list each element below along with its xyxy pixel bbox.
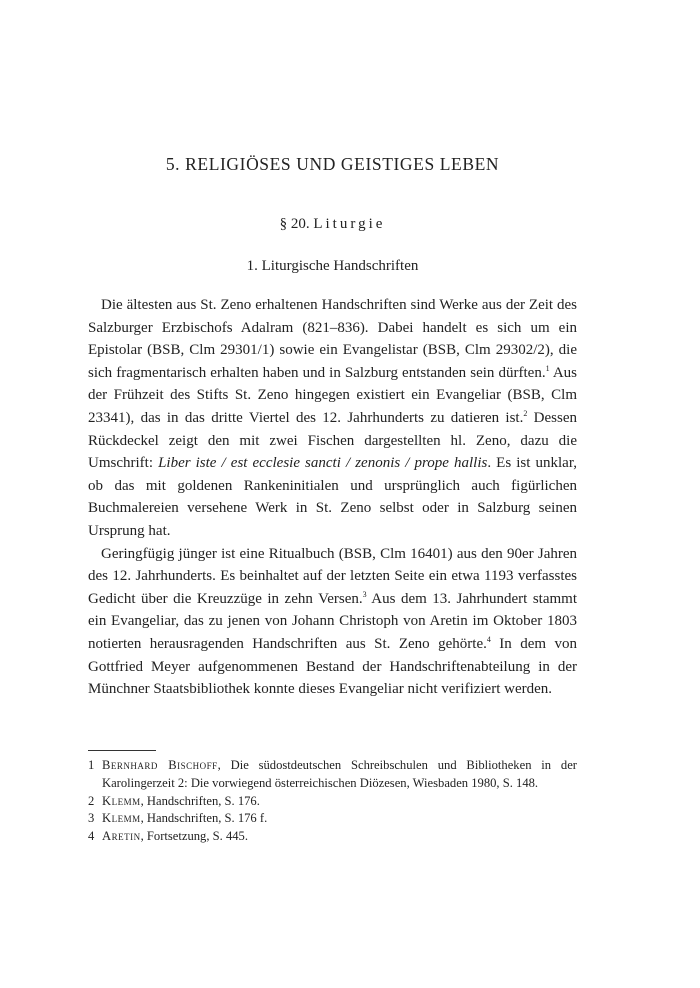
- footnotes: [88, 757, 577, 846]
- footnote-author: Aretin: [102, 829, 141, 844]
- footnote-number: 4: [88, 829, 95, 844]
- footnote: 4 Aretin, Fortsetzung, S. 445.: [88, 828, 577, 846]
- footnote-number: 2: [88, 793, 95, 808]
- footnote-number: 3: [88, 811, 95, 826]
- section-number: § 20.: [279, 216, 310, 232]
- footnote-ref: 4: [486, 634, 491, 644]
- paragraph-1: Die ältesten aus St. Zeno erhaltenen Handschriften sind Werke aus der Zeit des Salzburger Erzbischofs Adalram (821–836). Dabei handelt es sich um ein Epistolar (BSB, Clm 29301/1) sowie ein Evangelistar (BSB, Clm 29302/2), die sich fragmentarisch erhalten haben und in Salzburg entstanden sein dürften.$^1$ Aus der Frühzeit des Stifts St. Zeno hingegen existiert ein Evangeliar (BSB, Clm 23341), das in das dritte Viertel des 12. Jahrhunderts zu datieren ist.$^2$ Dessen Rückdeckel zeigt den mit zwei Fischen dargestellten hl. Zeno, dazu die Umschrift: Liber iste / est ecclesie sancti / zenonis / prope hallis. Es ist unklar, ob das mit goldenen Rankeninitialen und ursprünglich auch figürlichen Buchmalereien versehene Werk in St. Zeno selbst oder in Salzburg seinen Ursprung hat.: [88, 297, 578, 539]
- body-text: [88, 294, 577, 701]
- footnote-ref: 3: [362, 589, 367, 599]
- chapter-title: 5. RELIGIÖSES UND GEISTIGES LEBEN: [165, 154, 500, 174]
- footnote-ref: 1: [545, 363, 550, 373]
- section-heading: [88, 216, 577, 233]
- inscription-quote: Liber iste / est ecclesie sancti / zenonis / prope hallis: [158, 455, 488, 472]
- footnote-author: Klemm: [102, 793, 141, 808]
- footnote: 1 Bernhard Bischoff, Die südostdeutschen Schreibschulen und Bibliotheken in der Karolingerzeit 2: Die vorwiegend österreichischen Diözesen, Wiesbaden 1980, S. 148.: [88, 757, 577, 793]
- footnote-author: Bernhard Bischoff: [102, 758, 218, 772]
- footnote-divider: [88, 750, 156, 751]
- footnote: 3 Klemm, Handschriften, S. 176 f.: [88, 810, 577, 828]
- footnote-author: Klemm: [102, 811, 141, 826]
- footnote-number: 1: [88, 758, 95, 772]
- paragraph-2: Geringfügig jünger ist eine Ritualbuch (BSB, Clm 16401) aus den 90er Jahren des 12. Jahrhunderts. Es beinhaltet auf der letzten Seite ein etwa 1193 verfasstes Gedicht über die Kreuzzüge in zehn Versen.$^3$ Aus dem 13. Jahrhundert stammt ein Evangeliar, das zu jenen von Johann Christoph von Aretin im Oktober 1803 notierten herausragenden Handschriften aus St. Zeno gehörte.$^4$ In dem von Gottfried Meyer aufgenommenen Bestand der Handschriftenabteilung in der Münchner Staatsbibliothek konnte dieses Evangeliar nicht verifiziert werden.: [88, 545, 578, 698]
- section-title: Liturgie: [313, 216, 386, 232]
- footnote: 2 Klemm, Handschriften, S. 176.: [88, 793, 577, 811]
- footnote-ref: 2: [523, 408, 528, 418]
- subsection-title: 1. Liturgische Handschriften: [246, 258, 419, 274]
